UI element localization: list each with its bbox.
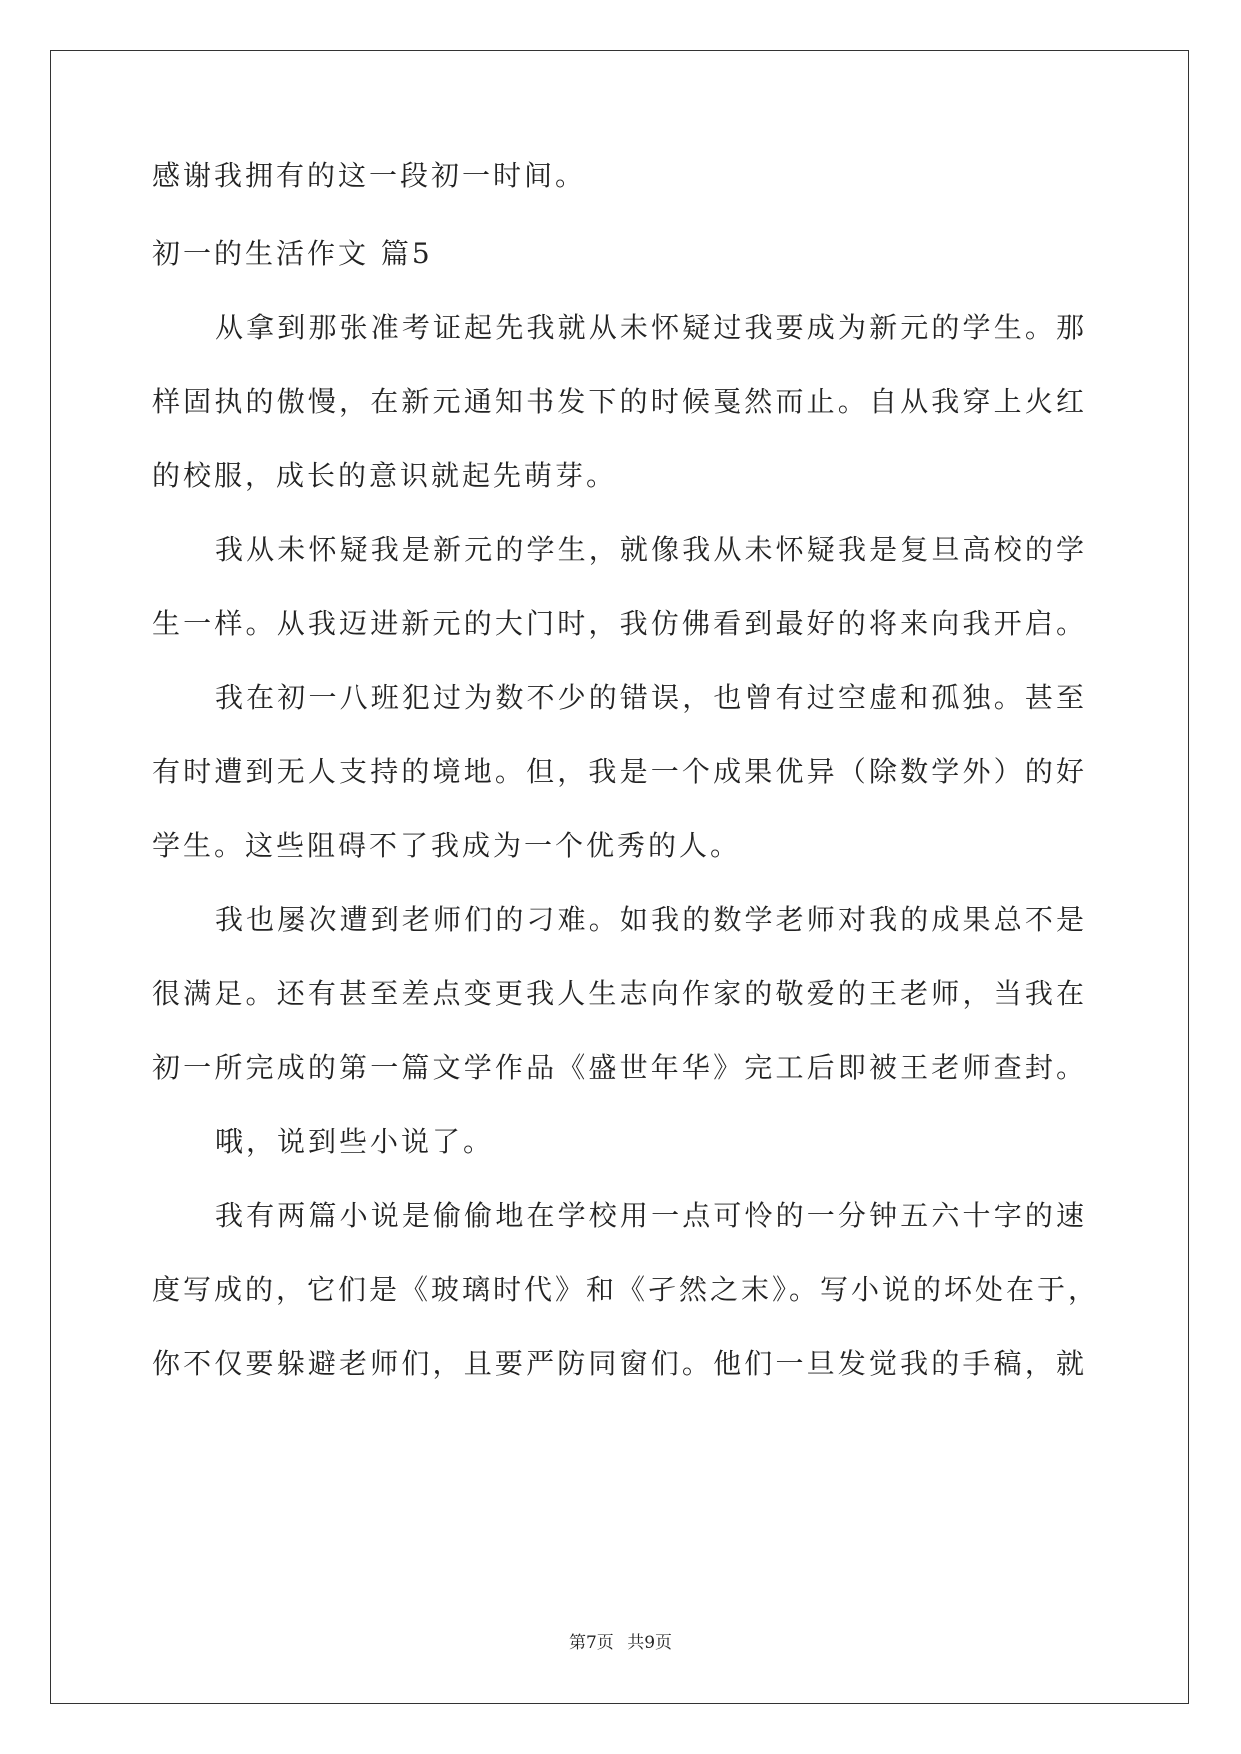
- text-line: 我也屡次遭到老师们的刁难。如我的数学老师对我的成果总不是: [215, 903, 1087, 936]
- text-line: 我在初一八班犯过为数不少的错误，也曾有过空虚和孤独。甚至: [215, 681, 1087, 714]
- text-line: 度写成的，它们是《玻璃时代》和《孑然之末》。写小说的坏处在于，: [152, 1273, 1100, 1306]
- text-line: 学生。这些阻碍不了我成为一个优秀的人。: [152, 829, 742, 862]
- text-line: 你不仅要躲避老师们，且要严防同窗们。他们一旦发觉我的手稿，就: [152, 1347, 1087, 1380]
- text-line: 样固执的傲慢，在新元通知书发下的时候戛然而止。自从我穿上火红: [152, 385, 1087, 418]
- text-line: 感谢我拥有的这一段初一时间。: [152, 159, 587, 192]
- text-line: 我从未怀疑我是新元的学生，就像我从未怀疑我是复旦高校的学: [215, 533, 1087, 566]
- text-line: 初一所完成的第一篇文学作品《盛世年华》完工后即被王老师查封。: [152, 1051, 1087, 1084]
- page-total: 共9页: [627, 1633, 673, 1653]
- section-heading: 初一的生活作文 篇5: [152, 237, 433, 270]
- page-footer: [0, 1628, 1241, 1653]
- text-line: 很满足。还有甚至差点变更我人生志向作家的敬爱的王老师，当我在: [152, 977, 1087, 1010]
- page-number: 第7页: [568, 1633, 614, 1653]
- text-line: 我有两篇小说是偷偷地在学校用一点可怜的一分钟五六十字的速: [215, 1199, 1087, 1232]
- text-line: 有时遭到无人支持的境地。但，我是一个成果优异（除数学外）的好: [152, 755, 1087, 788]
- document-body: [152, 159, 1100, 1380]
- text-line: 的校服，成长的意识就起先萌芽。: [152, 459, 618, 492]
- text-line: 生一样。从我迈进新元的大门时，我仿佛看到最好的将来向我开启。: [152, 607, 1087, 640]
- text-line: 哦，说到些小说了。: [215, 1125, 495, 1158]
- text-line: 从拿到那张准考证起先我就从未怀疑过我要成为新元的学生。那: [215, 311, 1087, 344]
